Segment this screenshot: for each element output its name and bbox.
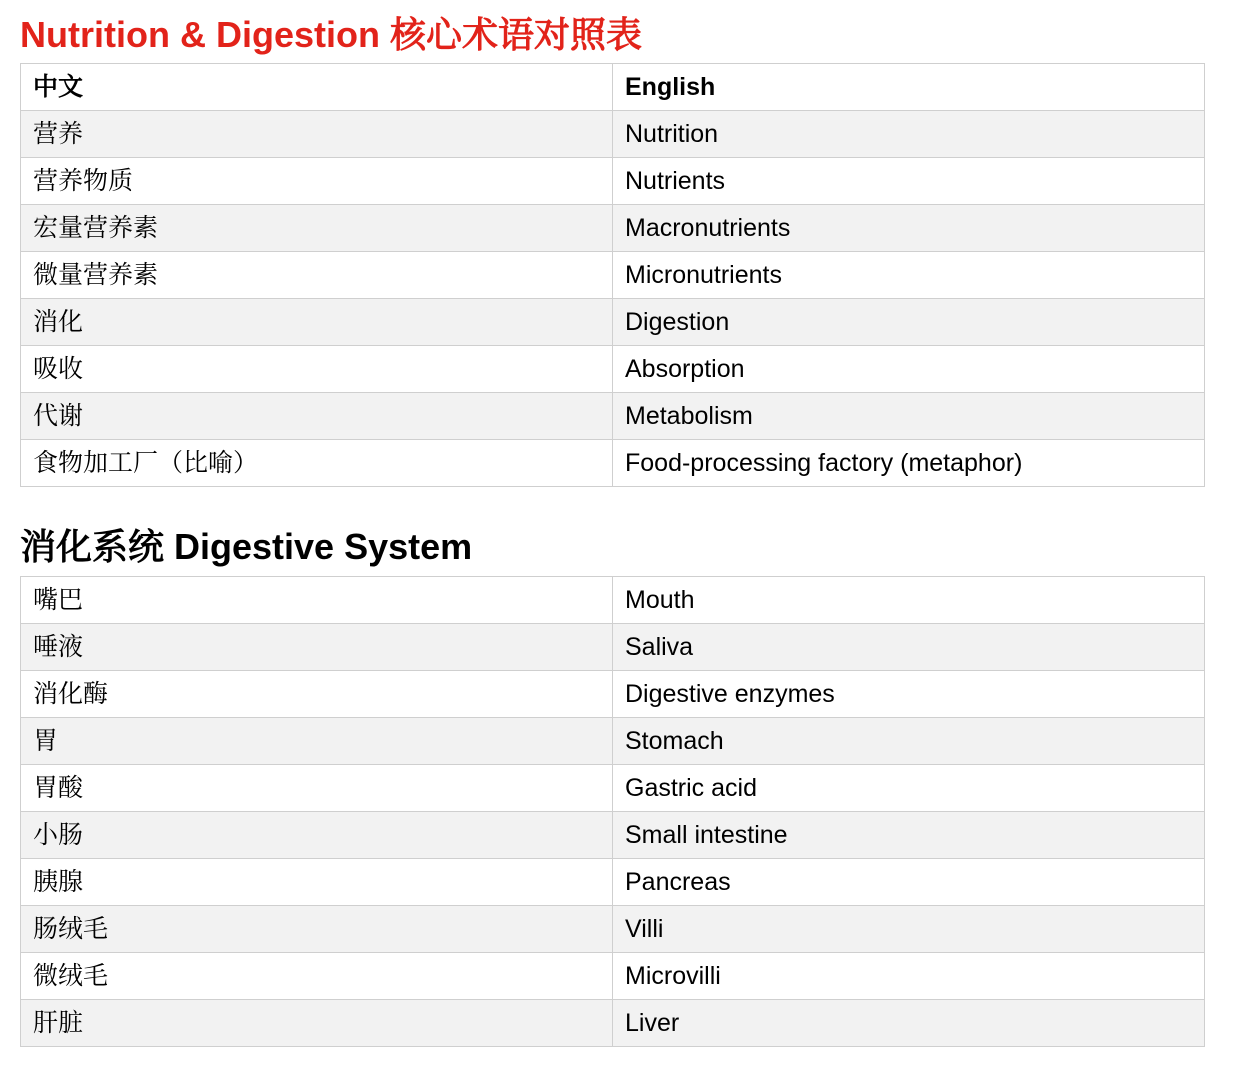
table-row — [21, 859, 1205, 906]
term-chinese: 胃 — [21, 718, 613, 765]
section-title-digestive-system: 消化系统 Digestive System — [20, 526, 473, 567]
table-row — [21, 1000, 1205, 1047]
term-chinese: 胃酸 — [21, 765, 613, 812]
table-row — [21, 111, 1205, 158]
terms-table-nutrition — [20, 63, 1205, 487]
term-english: Absorption — [613, 346, 1205, 393]
term-chinese: 微量营养素 — [21, 252, 613, 299]
term-chinese: 小肠 — [21, 812, 613, 859]
term-chinese: 唾液 — [21, 624, 613, 671]
table-row — [21, 624, 1205, 671]
term-english: Saliva — [613, 624, 1205, 671]
table-row — [21, 252, 1205, 299]
table-row — [21, 158, 1205, 205]
term-chinese: 营养 — [21, 111, 613, 158]
table-row — [21, 671, 1205, 718]
table-row — [21, 812, 1205, 859]
term-english: Mouth — [613, 577, 1205, 624]
table-row — [21, 718, 1205, 765]
table-row — [21, 393, 1205, 440]
term-english: Food-processing factory (metaphor) — [613, 440, 1205, 487]
table-row — [21, 906, 1205, 953]
term-english: Villi — [613, 906, 1205, 953]
term-chinese: 营养物质 — [21, 158, 613, 205]
table-header-row — [21, 64, 1205, 111]
term-english: Nutrients — [613, 158, 1205, 205]
column-header-english: English — [613, 64, 1205, 111]
terms-table-digestive-system — [20, 576, 1205, 1047]
term-english: Liver — [613, 1000, 1205, 1047]
term-english: Stomach — [613, 718, 1205, 765]
table-row — [21, 299, 1205, 346]
term-english: Metabolism — [613, 393, 1205, 440]
term-english: Micronutrients — [613, 252, 1205, 299]
term-chinese: 肝脏 — [21, 1000, 613, 1047]
term-chinese: 胰腺 — [21, 859, 613, 906]
term-chinese: 食物加工厂（比喻） — [21, 440, 613, 487]
term-chinese: 宏量营养素 — [21, 205, 613, 252]
term-chinese: 代谢 — [21, 393, 613, 440]
term-english: Small intestine — [613, 812, 1205, 859]
term-english: Nutrition — [613, 111, 1205, 158]
term-english: Pancreas — [613, 859, 1205, 906]
term-chinese: 消化酶 — [21, 671, 613, 718]
term-chinese: 嘴巴 — [21, 577, 613, 624]
table-row — [21, 953, 1205, 1000]
term-chinese: 肠绒毛 — [21, 906, 613, 953]
term-english: Macronutrients — [613, 205, 1205, 252]
term-chinese: 吸收 — [21, 346, 613, 393]
page-title: Nutrition & Digestion 核心术语对照表 — [20, 14, 642, 55]
term-chinese: 微绒毛 — [21, 953, 613, 1000]
term-english: Microvilli — [613, 953, 1205, 1000]
column-header-chinese: 中文 — [21, 64, 613, 111]
term-english: Digestive enzymes — [613, 671, 1205, 718]
table-row — [21, 440, 1205, 487]
term-english: Digestion — [613, 299, 1205, 346]
term-chinese: 消化 — [21, 299, 613, 346]
term-english: Gastric acid — [613, 765, 1205, 812]
table-row — [21, 205, 1205, 252]
table-row — [21, 346, 1205, 393]
table-row — [21, 577, 1205, 624]
table-row — [21, 765, 1205, 812]
